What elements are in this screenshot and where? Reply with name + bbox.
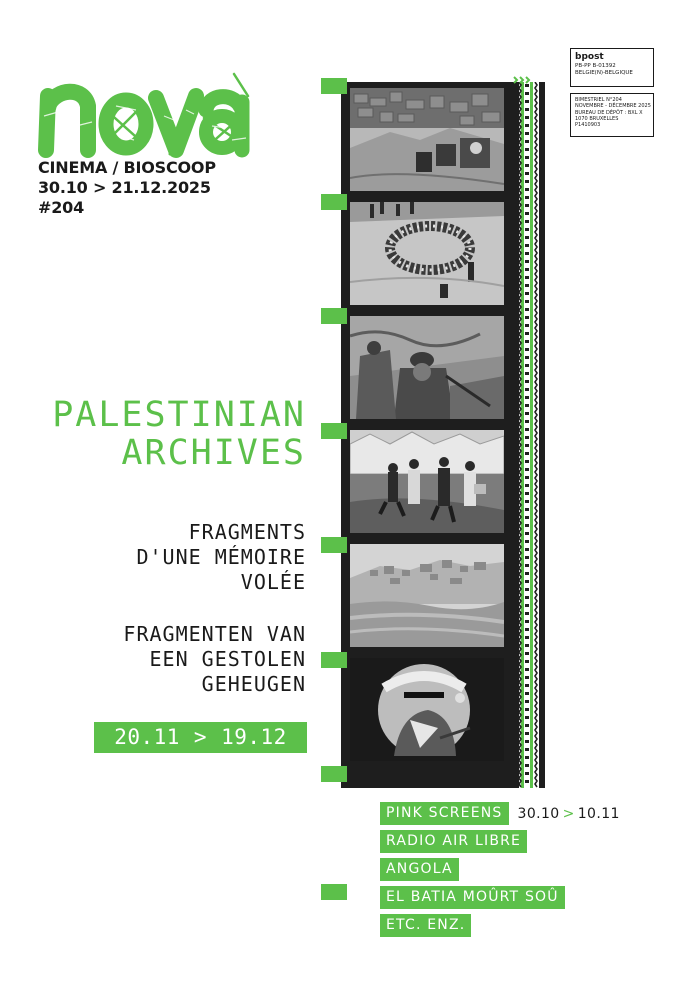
subtitle-nl-line-2: EEN GESTOLEN bbox=[149, 647, 306, 671]
pink-screens-end: 10.11 bbox=[577, 805, 620, 822]
subtitle-nl-line-3: GEHEUGEN bbox=[201, 672, 306, 696]
film-tab bbox=[321, 423, 347, 439]
publication-info-line: 1070 BRUXELLES bbox=[575, 115, 619, 122]
issue-category: CINEMA / BIOSCOOP bbox=[38, 158, 216, 177]
nova-logo[interactable] bbox=[36, 66, 252, 160]
menu-item-pink-screens[interactable]: PINK SCREENS bbox=[380, 802, 509, 825]
menu-tab bbox=[321, 884, 347, 900]
film-tab bbox=[321, 78, 347, 94]
film-top-accent bbox=[512, 70, 532, 80]
postal-stamp bbox=[570, 48, 654, 137]
postage-permit: PB-PP B-01392 bbox=[575, 63, 616, 69]
film-tab bbox=[321, 194, 347, 210]
program-menu bbox=[380, 802, 620, 942]
title-line-1: PALESTINIAN bbox=[52, 395, 306, 435]
subtitle-dutch bbox=[123, 622, 306, 697]
publication-info-box bbox=[570, 93, 654, 137]
menu-row-radio-air-libre bbox=[380, 830, 620, 853]
film-sprocket-edge bbox=[509, 82, 545, 788]
issue-number: #204 bbox=[38, 198, 85, 217]
pink-screens-dates bbox=[518, 806, 620, 822]
menu-row-etc bbox=[380, 914, 620, 937]
subtitle-fr-line-2: D'UNE MÉMOIRE bbox=[136, 545, 306, 569]
film-frame-camp-children bbox=[350, 430, 504, 533]
pink-screens-arrow: > bbox=[562, 805, 575, 822]
menu-row-angola bbox=[380, 858, 620, 881]
subtitle-french bbox=[136, 520, 306, 595]
menu-item-radio-air-libre[interactable]: RADIO AIR LIBRE bbox=[380, 830, 527, 853]
subtitle-fr-line-3: VOLÉE bbox=[240, 570, 306, 594]
feature-end-date: 19.12 bbox=[221, 725, 287, 749]
film-frame-ruined-houses bbox=[350, 88, 504, 191]
postage-country: BELGIE(N)-BELGIQUE bbox=[575, 70, 633, 76]
film-frame-viewfinder bbox=[350, 658, 504, 761]
postage-paid-box bbox=[570, 48, 654, 87]
menu-item-el-batia[interactable]: EL BATIA MOÛRT SOÛ bbox=[380, 886, 565, 909]
issue-period: 30.10 > 21.12.2025 bbox=[38, 178, 211, 197]
menu-item-angola[interactable]: ANGOLA bbox=[380, 858, 459, 881]
film-tab bbox=[321, 537, 347, 553]
menu-row-pink-screens bbox=[380, 802, 620, 825]
menu-row-el-batia bbox=[380, 886, 620, 909]
film-strip bbox=[341, 82, 545, 788]
publication-info-line: BUREAU DE DÉPÔT : BXL X bbox=[575, 109, 643, 116]
feature-title bbox=[52, 396, 306, 472]
pink-screens-start: 30.10 bbox=[517, 805, 560, 822]
publication-info-line: NOVEMBRE - DÉCEMBRE 2025 bbox=[575, 103, 651, 110]
publication-info-line: P1410903 bbox=[575, 122, 601, 129]
feature-start-date: 20.11 bbox=[114, 725, 180, 749]
bpost-label: bpost bbox=[575, 52, 604, 62]
menu-item-etc[interactable]: ETC. ENZ. bbox=[380, 914, 471, 937]
feature-date-arrow: > bbox=[193, 725, 208, 749]
title-line-2: ARCHIVES bbox=[121, 433, 306, 473]
film-frame-circle-of-children bbox=[350, 202, 504, 305]
subtitle-nl-line-1: FRAGMENTEN VAN bbox=[123, 622, 306, 646]
publication-info-line: BIMESTRIEL N°204 bbox=[575, 97, 622, 103]
film-frame-soldiers bbox=[350, 316, 504, 419]
issue-info bbox=[38, 158, 216, 218]
film-tab bbox=[321, 308, 347, 324]
subtitle-fr-line-1: FRAGMENTS bbox=[188, 520, 306, 544]
film-tab bbox=[321, 652, 347, 668]
film-tab bbox=[321, 766, 347, 782]
feature-dates-badge bbox=[94, 722, 307, 753]
film-frame-hillside-village bbox=[350, 544, 504, 647]
